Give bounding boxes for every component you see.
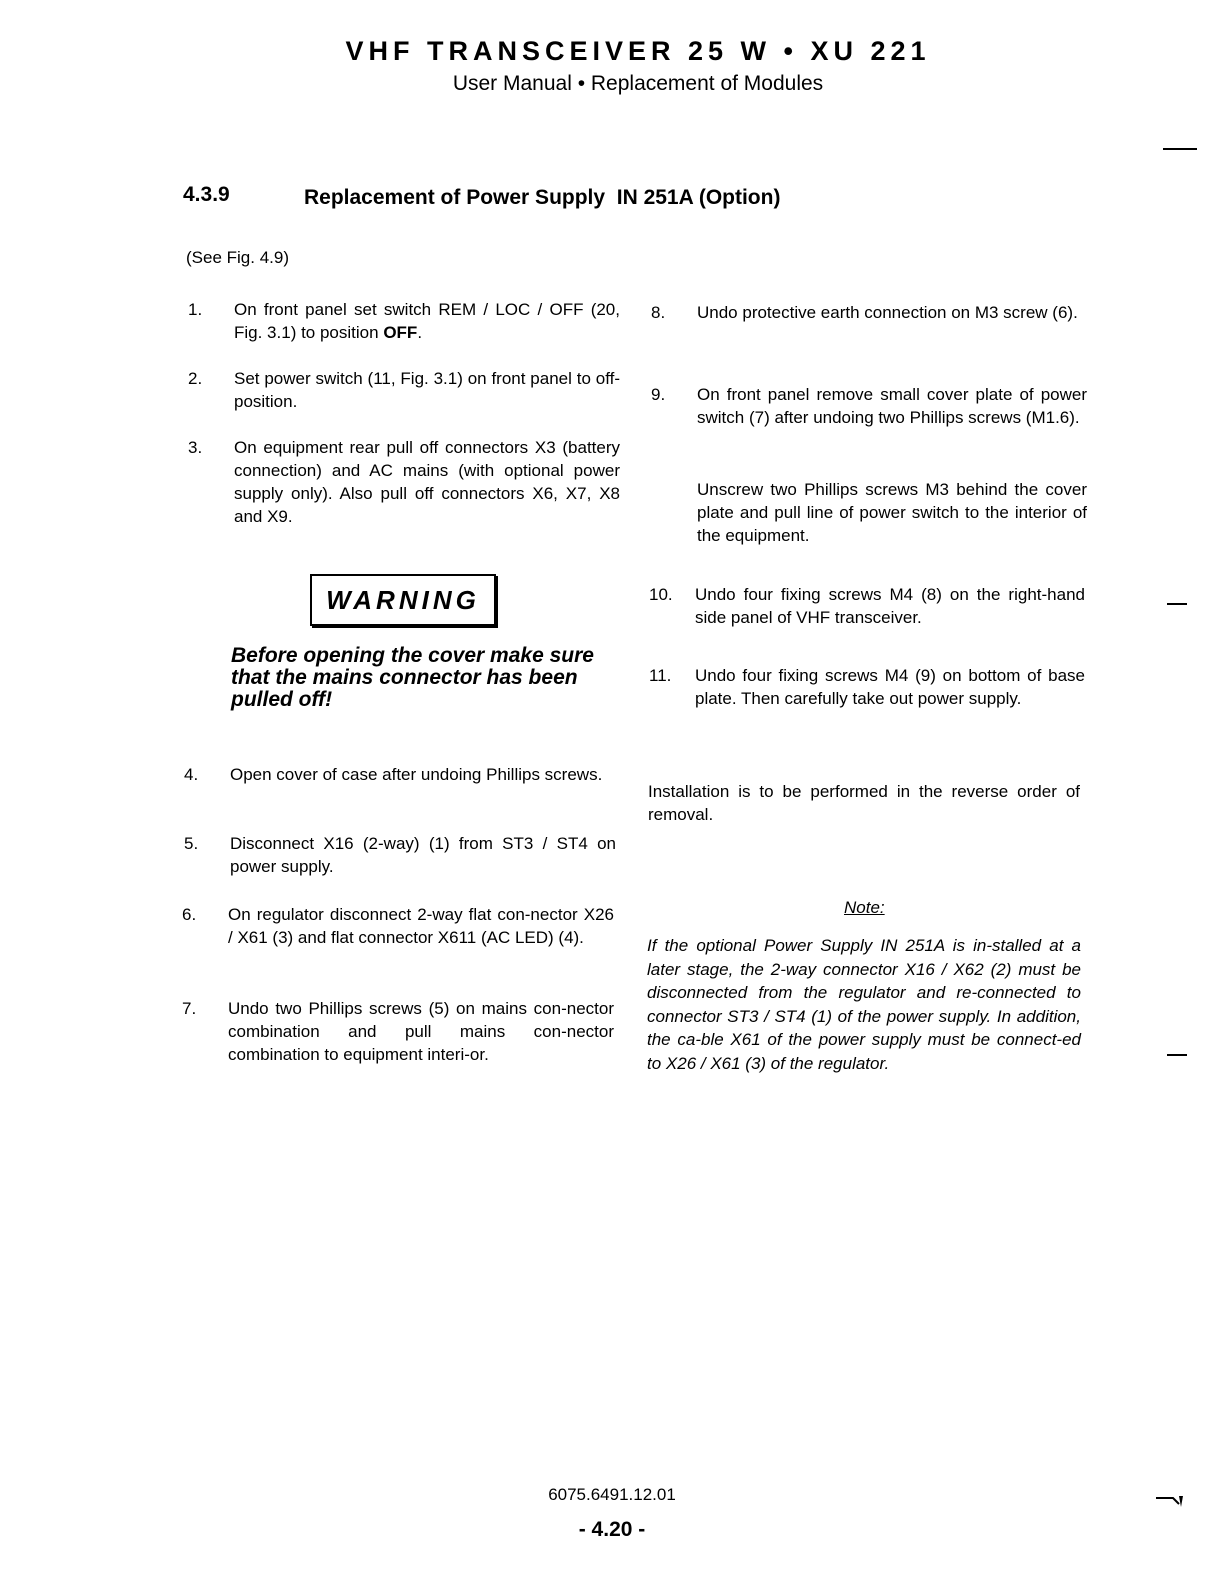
item-number: 8. bbox=[651, 303, 666, 322]
item-text: Set power switch (11, Fig. 3.1) on front panel to off-position. bbox=[234, 369, 620, 411]
item-number: 10. bbox=[649, 585, 673, 604]
item-text: On equipment rear pull off connectors X3 (battery connection) and AC mains (with optional power supply only). Also pull off connectors X6, X7, X8 and X9. bbox=[234, 438, 620, 526]
item-text: Undo four fixing screws M4 (9) on bottom of base plate. Then carefully take out power supply. bbox=[695, 666, 1085, 708]
item-number: 3. bbox=[188, 438, 203, 457]
item-text: Unscrew two Phillips screws M3 behind the cover plate and pull line of power switch to the interior of the equipment. bbox=[697, 480, 1087, 545]
item-text: Open cover of case after undoing Phillips screws. bbox=[230, 765, 603, 784]
note-heading: Note: bbox=[844, 898, 885, 917]
item-number: 5. bbox=[184, 834, 199, 853]
item-number: 1. bbox=[188, 300, 203, 319]
item-number: 2. bbox=[188, 369, 203, 388]
item-text: On regulator disconnect 2-way flat con-nector X26 / X61 (3) and flat connector X611 (AC LED) (4). bbox=[228, 905, 614, 947]
item-text: On front panel remove small cover plate of power switch (7) after undoing two Phillips screws (M1.6). bbox=[697, 385, 1087, 427]
item-text: Undo protective earth connection on M3 screw (6). bbox=[697, 303, 1078, 322]
item-number: 7. bbox=[182, 999, 197, 1018]
figure-reference: (See Fig. 4.9) bbox=[186, 248, 289, 267]
margin-mark bbox=[1167, 603, 1187, 605]
item-text: Disconnect X16 (2-way) (1) from ST3 / ST4 on power supply. bbox=[230, 834, 616, 876]
warning-label: WARNING bbox=[310, 574, 496, 626]
item-number: 11. bbox=[649, 666, 672, 685]
section-title: Replacement of Power Supply IN 251A (Option) bbox=[304, 186, 781, 209]
item-text: Undo four fixing screws M4 (8) on the right-hand side panel of VHF transceiver. bbox=[695, 585, 1085, 627]
installation-note: Installation is to be performed in the reverse order of removal. bbox=[648, 782, 1080, 824]
bold-term: OFF bbox=[383, 323, 418, 342]
document-number: 6075.6491.12.01 bbox=[548, 1485, 676, 1504]
item-number: 4. bbox=[184, 765, 199, 784]
document-subtitle: User Manual • Replacement of Modules bbox=[452, 72, 824, 95]
note-text: If the optional Power Supply IN 251A is in-stalled at a later stage, the 2-way connector X16 / X62 (2) must be disconnected from the regulator and re-connected to connector ST3 / ST4 (1) of the power supply. In addition, the ca-ble X61 of the power supply must be connect-ed to X26 / X61 (3) of the regulator. bbox=[647, 936, 1081, 1073]
page-number: - 4.20 - bbox=[578, 1518, 646, 1541]
document-title: VHF TRANSCEIVER 25 W • XU 221 bbox=[345, 36, 931, 66]
item-text: On front panel set switch REM / LOC / OFF (20, Fig. 3.1) to position OFF. bbox=[234, 300, 620, 342]
margin-mark bbox=[1167, 1054, 1187, 1056]
margin-mark bbox=[1163, 148, 1197, 150]
item-text: Undo two Phillips screws (5) on mains con-nector combination and pull mains con-nector combination to equipment interi-or. bbox=[228, 999, 614, 1064]
page-corner-mark bbox=[1155, 1494, 1185, 1508]
item-number: 6. bbox=[182, 905, 197, 924]
item-number: 9. bbox=[651, 385, 666, 404]
corner-arrow-icon bbox=[1155, 1494, 1185, 1508]
section-number: 4.3.9 bbox=[183, 183, 230, 206]
warning-text: Before opening the cover make sure that the mains connector has been pulled off! bbox=[231, 644, 594, 711]
